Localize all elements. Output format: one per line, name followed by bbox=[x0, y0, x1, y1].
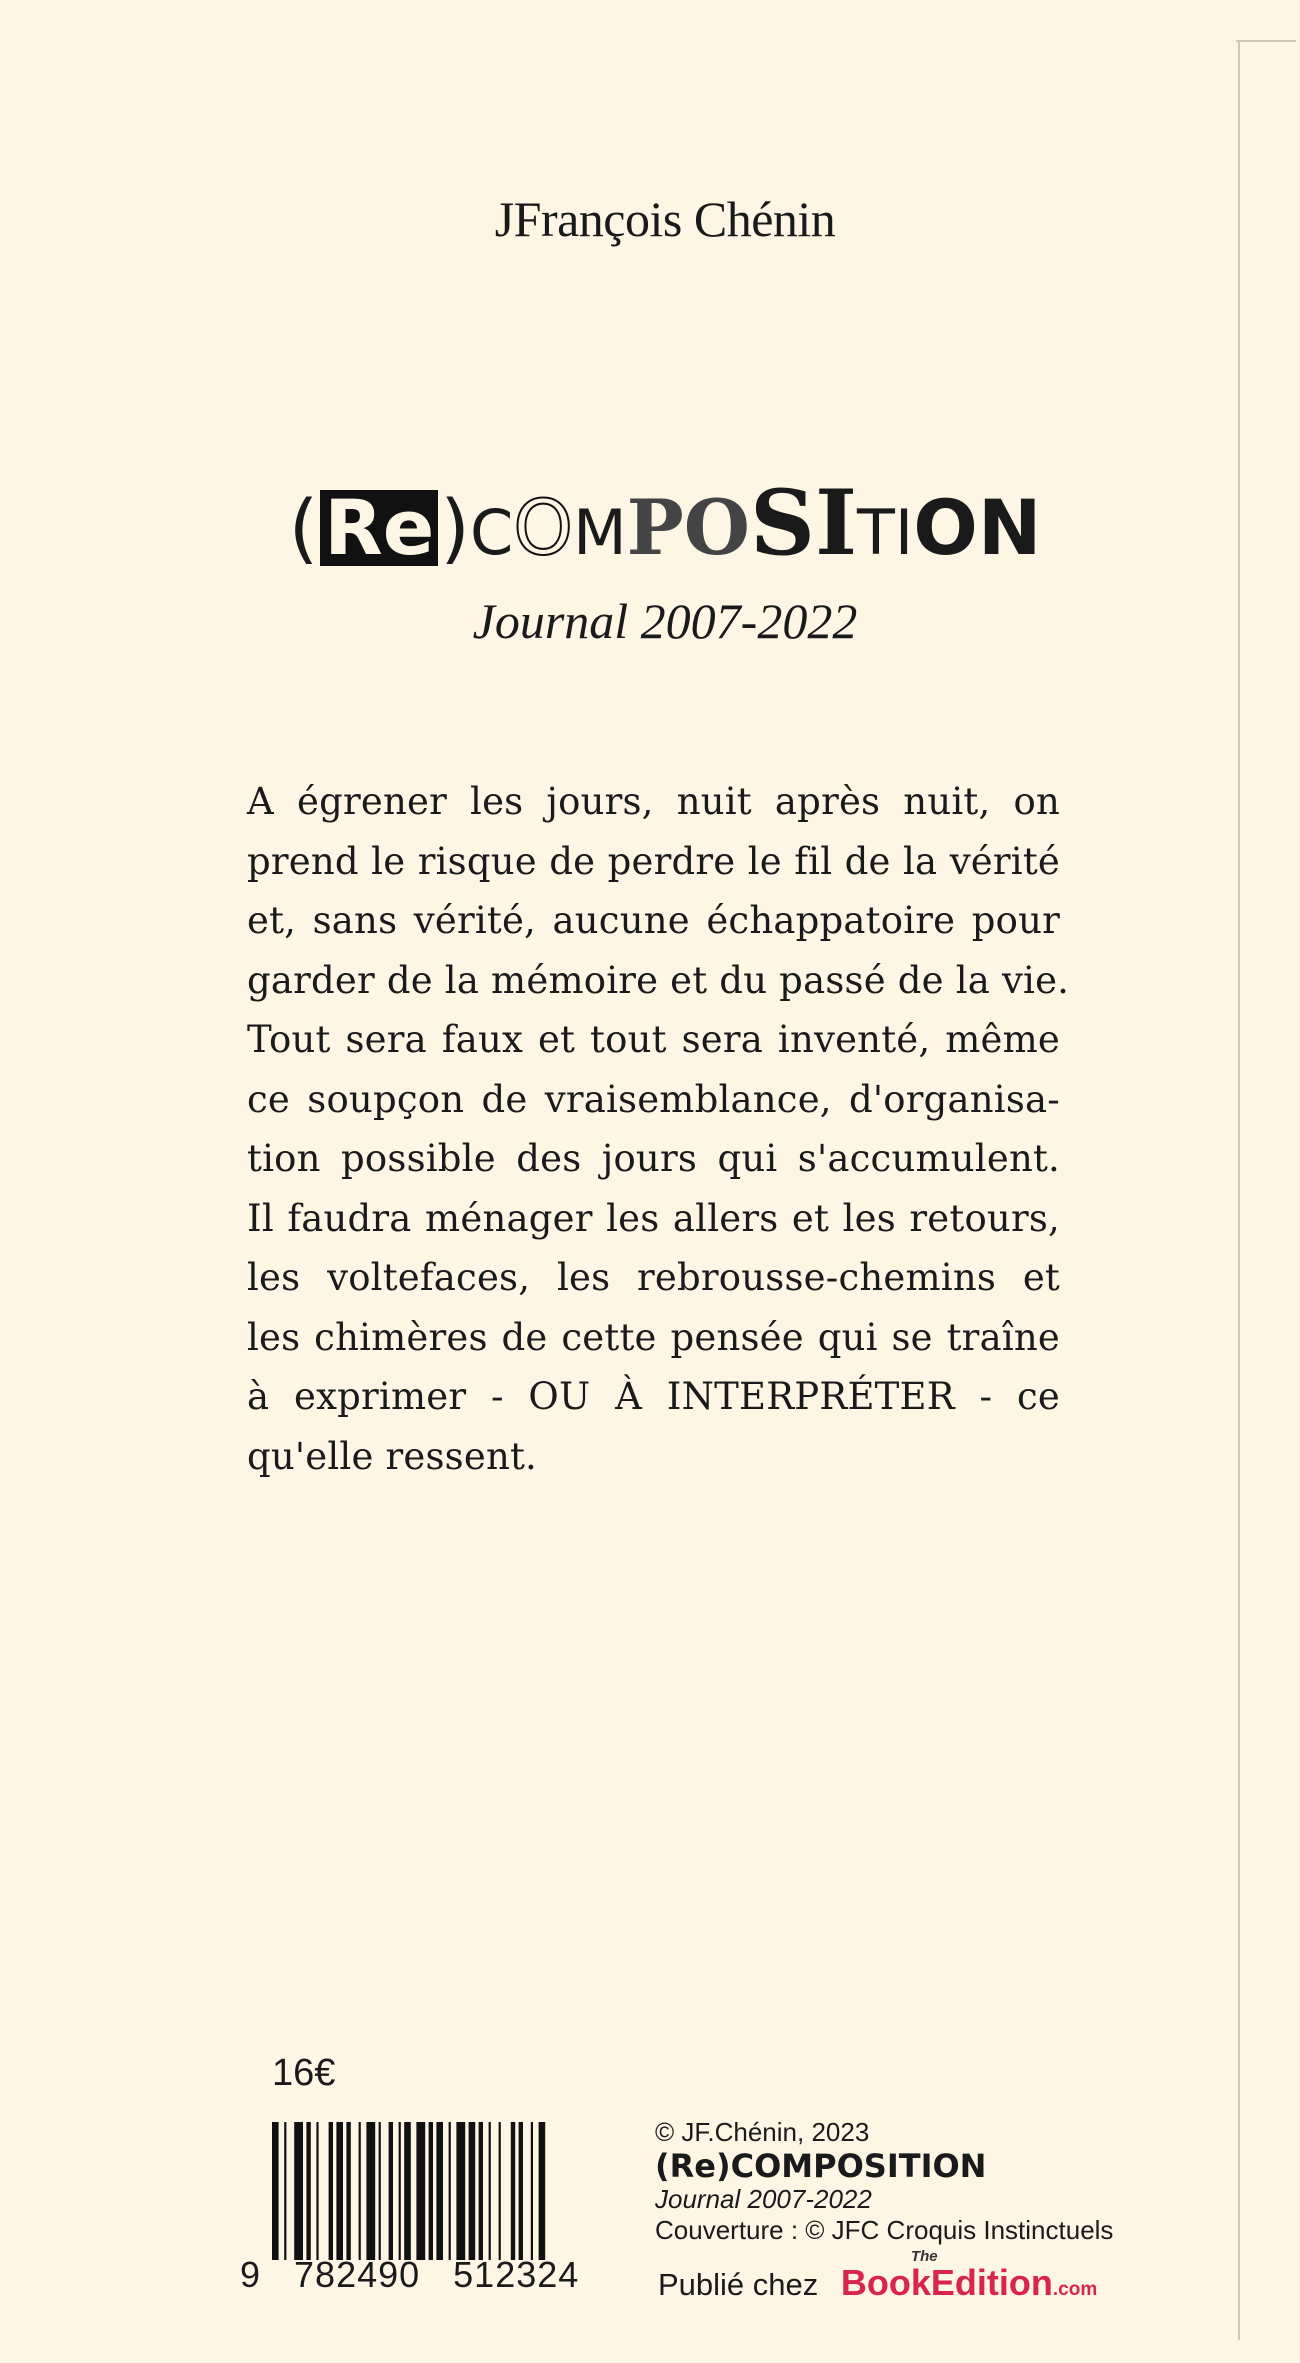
back-cover-blurb bbox=[247, 772, 1070, 1486]
title-part: T bbox=[857, 496, 895, 569]
copyright-line: © JF.Chénin, 2023 bbox=[655, 2117, 870, 2147]
publisher-logo bbox=[840, 2248, 1098, 2304]
barcode-bar bbox=[469, 2122, 476, 2260]
barcode-bar bbox=[316, 2122, 318, 2260]
blurb-line: tion possible des jours qui s'accumulent. bbox=[247, 1137, 1060, 1180]
barcode-bar bbox=[511, 2122, 515, 2260]
barcode-bar bbox=[436, 2122, 443, 2260]
blurb-line: les voltefaces, les rebrousse-chemins et bbox=[247, 1256, 1060, 1299]
blurb-line: les chimères de cette pensée qui se traîne bbox=[247, 1315, 1060, 1359]
blurb-line: et, sans vérité, aucune échappatoire pour bbox=[247, 899, 1060, 942]
barcode-bar bbox=[272, 2122, 279, 2260]
cover-credit: Couverture : © JFC Croquis Instinctuels bbox=[655, 2215, 1114, 2245]
blurb-line: Tout sera faux et tout sera inventé, même bbox=[247, 1018, 1060, 1061]
blurb-line: A égrener les jours, nuit après nuit, on bbox=[247, 780, 1060, 823]
publisher-name: BookEditi bbox=[840, 2262, 1009, 2303]
barcode-bar bbox=[379, 2122, 381, 2260]
title-part: C bbox=[469, 496, 514, 569]
barcode-bar bbox=[359, 2122, 361, 2260]
barcode-bar bbox=[399, 2122, 401, 2260]
barcode-bar bbox=[284, 2122, 286, 2260]
barcode-bar bbox=[519, 2122, 523, 2260]
barcode-bar bbox=[366, 2122, 375, 2260]
barcode-bar bbox=[416, 2122, 425, 2260]
barcode-bar bbox=[456, 2122, 465, 2260]
barcode-bar bbox=[346, 2122, 350, 2260]
spine-edge-line bbox=[1238, 40, 1240, 2340]
title-part: O bbox=[513, 483, 574, 572]
barcode-bar bbox=[329, 2122, 333, 2260]
title-part: I bbox=[814, 470, 858, 576]
title-part: O bbox=[683, 483, 750, 572]
publisher-line bbox=[658, 2248, 1098, 2304]
spine-top-line bbox=[1236, 40, 1296, 42]
price: 16€ bbox=[272, 2052, 336, 2094]
barcode-bar bbox=[489, 2122, 491, 2260]
blurb-line: prend le risque de perdre le fil de la vérité bbox=[247, 839, 1060, 883]
title-part: I bbox=[894, 496, 914, 569]
barcode-bar bbox=[389, 2122, 393, 2260]
published-label: Publié chez bbox=[658, 2267, 819, 2302]
barcode-bar bbox=[539, 2122, 546, 2260]
barcode-bar bbox=[499, 2122, 501, 2260]
barcode-bar bbox=[429, 2122, 433, 2260]
barcode-bar bbox=[479, 2122, 483, 2260]
title-part: N bbox=[977, 483, 1042, 572]
barcode-bar bbox=[306, 2122, 310, 2260]
book-subtitle: Journal 2007-2022 bbox=[472, 593, 858, 649]
isbn-number: 9 782490 512324 bbox=[240, 2254, 580, 2295]
barcode-bar bbox=[449, 2122, 451, 2260]
barcode-bar bbox=[531, 2122, 533, 2260]
imprint-block bbox=[655, 2117, 1113, 2246]
blurb-line: ce soupçon de vraisemblance, d'organisa- bbox=[247, 1077, 1060, 1121]
title-part: M bbox=[573, 496, 627, 569]
title-part: O bbox=[913, 483, 978, 572]
barcode-bar bbox=[404, 2122, 411, 2260]
publisher-the: The bbox=[910, 2248, 938, 2265]
title-part: ) bbox=[440, 483, 470, 572]
blurb-line: garder de la mémoire et du passé de la vie. bbox=[247, 958, 1070, 1002]
imprint-journal: Journal 2007-2022 bbox=[655, 2184, 872, 2214]
blurb-line: qu'elle ressent. bbox=[247, 1434, 538, 1478]
publisher-tld: .com bbox=[1052, 2279, 1098, 2300]
publisher-name-end: on bbox=[1008, 2262, 1053, 2303]
imprint-title: (Re)COMPOSITION bbox=[655, 2147, 987, 2185]
book-title bbox=[0, 470, 1300, 576]
title-part: S bbox=[749, 470, 815, 576]
isbn-barcode bbox=[272, 2122, 622, 2260]
title-part: P bbox=[626, 483, 684, 572]
blurb-line: à exprimer - OU À INTERPRÉTER - ce bbox=[247, 1375, 1060, 1418]
blurb-line: Il faudra ménager les allers et les retours, bbox=[247, 1196, 1060, 1240]
barcode-bar bbox=[336, 2122, 343, 2260]
barcode-bar bbox=[294, 2122, 303, 2260]
author-name: JFrançois Chénin bbox=[494, 191, 836, 247]
title-part: ( bbox=[288, 483, 319, 572]
title-part: Re bbox=[320, 490, 438, 566]
